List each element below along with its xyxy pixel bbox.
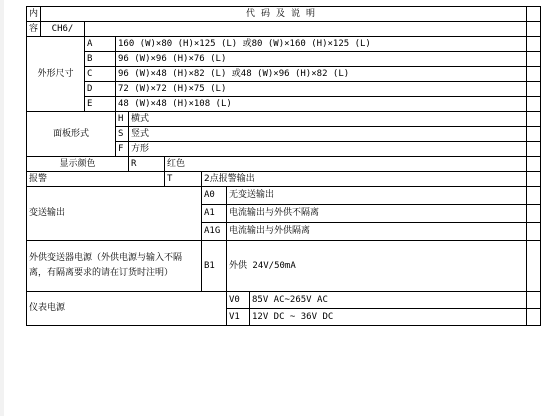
panel-row	[27, 112, 541, 127]
display-color-code: R	[129, 157, 165, 172]
dimension-row	[27, 52, 541, 67]
dimension-text: 96 (W)×48 (H)×82 (L) 或48 (W)×96 (H)×82 (L)	[116, 67, 527, 82]
dimension-text: 160 (W)×80 (H)×125 (L) 或80 (W)×160 (H)×125 (L)	[116, 37, 527, 52]
display-color-text: 红色	[165, 157, 527, 172]
header-row-2	[27, 22, 541, 37]
alarm-text: 2点报警输出	[202, 172, 527, 187]
dimension-text: 96 (W)×96 (H)×76 (L)	[116, 52, 527, 67]
header-row-1	[27, 7, 541, 22]
transmit-text: 电流输出与外供不隔离	[227, 205, 527, 223]
dimension-code: A	[85, 37, 116, 52]
dimension-text: 48 (W)×48 (H)×108 (L)	[116, 97, 527, 112]
right-margin-cell	[527, 7, 541, 22]
header-blank	[85, 22, 527, 37]
instrument-power-text: 85V AC~265V AC	[250, 292, 527, 309]
dimension-code: D	[85, 82, 116, 97]
instrument-power-text: 12V DC ~ 36V DC	[250, 309, 527, 326]
alarm-label: 报警	[27, 172, 165, 187]
external-power-row	[27, 241, 541, 292]
instrument-power-code: V0	[227, 292, 250, 309]
transmit-label: 变送输出	[27, 187, 202, 241]
header-label-top: 内	[27, 7, 41, 22]
transmit-text: 无变送输出	[227, 187, 527, 205]
dimension-code: B	[85, 52, 116, 67]
external-power-text: 外供 24V/50mA	[227, 241, 527, 292]
dimension-code: C	[85, 67, 116, 82]
panel-text: 方形	[129, 142, 527, 157]
dimension-row	[27, 37, 541, 52]
instrument-power-row	[27, 292, 541, 309]
dimension-row	[27, 82, 541, 97]
transmit-text: 电流输出与外供隔离	[227, 223, 527, 241]
alarm-code: T	[165, 172, 202, 187]
transmit-code: A1	[202, 205, 227, 223]
panel-code: H	[116, 112, 129, 127]
instrument-power-label: 仪表电源	[27, 292, 227, 326]
transmit-code: A0	[202, 187, 227, 205]
display-color-label: 显示颜色	[27, 157, 129, 172]
panel-text: 竖式	[129, 127, 527, 142]
display-color-row	[27, 157, 541, 172]
panel-text: 横式	[129, 112, 527, 127]
dimension-text: 72 (W)×72 (H)×75 (L)	[116, 82, 527, 97]
ordering-code-table	[26, 6, 541, 326]
dimensions-label: 外形尺寸	[27, 37, 85, 112]
dimension-row	[27, 67, 541, 82]
panel-label: 面板形式	[27, 112, 116, 157]
transmit-row	[27, 187, 541, 205]
table-title: 代码及说明	[41, 7, 527, 22]
alarm-row	[27, 172, 541, 187]
panel-code: S	[116, 127, 129, 142]
external-power-label: 外供变送器电源（外供电源与输入不隔离，有隔离要求的请在订货时注明）	[27, 241, 202, 292]
transmit-code: A1G	[202, 223, 227, 241]
panel-code: F	[116, 142, 129, 157]
dimension-row	[27, 97, 541, 112]
instrument-power-code: V1	[227, 309, 250, 326]
header-label-bottom: 容	[27, 22, 41, 37]
dimension-code: E	[85, 97, 116, 112]
model-prefix: CH6/	[41, 22, 85, 37]
external-power-code: B1	[202, 241, 227, 292]
